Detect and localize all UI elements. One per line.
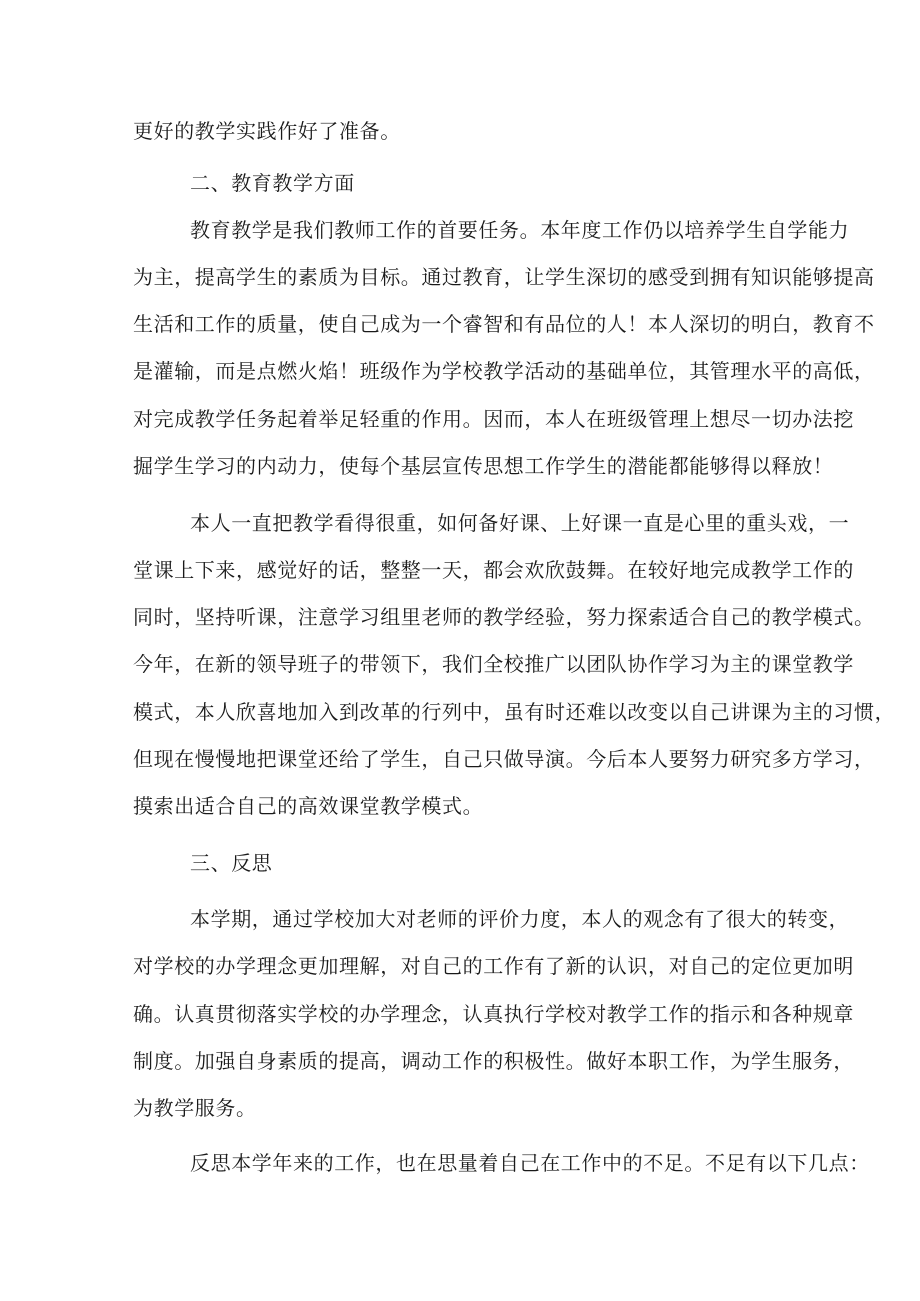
section-heading-reflection: 三、反思 [190,851,273,875]
paragraph-line: 摸索出适合自己的高效课堂教学模式。 [133,794,484,818]
paragraph-line: 但现在慢慢地把课堂还给了学生，自己只做导演。今后本人要努力研究多方学习， [133,747,875,771]
paragraph-line: 本学期，通过学校加大对老师的评价力度，本人的观念有了很大的转变， [190,907,850,931]
paragraph-line: 模式，本人欣喜地加入到改革的行列中，虽有时还难以改变以自己讲课为主的习惯， [133,700,896,724]
paragraph-line: 生活和工作的质量，使自己成为一个睿智和有品位的人！本人深切的明白，教育不 [133,312,875,336]
paragraph-line: 同时，坚持听课，注意学习组里老师的教学经验，努力探索适合自己的教学模式。 [133,605,875,629]
paragraph-line: 确。认真贯彻落实学校的办学理念，认真执行学校对教学工作的指示和各种规章 [133,1002,854,1026]
paragraph-line: 制度。加强自身素质的提高，调动工作的积极性。做好本职工作，为学生服务， [133,1049,854,1073]
paragraph-line: 为主，提高学生的素质为目标。通过教育，让学生深切的感受到拥有知识能够提高 [133,265,875,289]
paragraph-line: 教育教学是我们教师工作的首要任务。本年度工作仍以培养学生自学能力 [190,218,850,242]
paragraph-line: 反思本学年来的工作，也在思量着自己在工作中的不足。不足有以下几点： [190,1151,870,1175]
paragraph-line: 堂课上下来，感觉好的话，整整一天，都会欢欣鼓舞。在较好地完成教学工作的 [133,558,854,582]
paragraph-line: 今年，在新的领导班子的带领下，我们全校推广以团队协作学习为主的课堂教学 [133,652,854,676]
paragraph-line: 对完成教学任务起着举足轻重的作用。因而，本人在班级管理上想尽一切办法挖 [133,407,854,431]
paragraph-line: 掘学生学习的内动力，使每个基层宣传思想工作学生的潜能都能够得以释放！ [133,454,834,478]
paragraph-line: 为教学服务。 [133,1096,257,1120]
paragraph-line: 是灌输，而是点燃火焰！班级作为学校教学活动的基础单位，其管理水平的高低， [133,359,875,383]
section-heading-teaching: 二、教育教学方面 [190,171,355,195]
paragraph-line: 对学校的办学理念更加理解，对自己的工作有了新的认识，对自己的定位更加明 [133,954,854,978]
paragraph-line: 本人一直把教学看得很重，如何备好课、上好课一直是心里的重头戏，一 [190,511,850,535]
paragraph-line: 更好的教学实践作好了准备。 [133,119,401,143]
